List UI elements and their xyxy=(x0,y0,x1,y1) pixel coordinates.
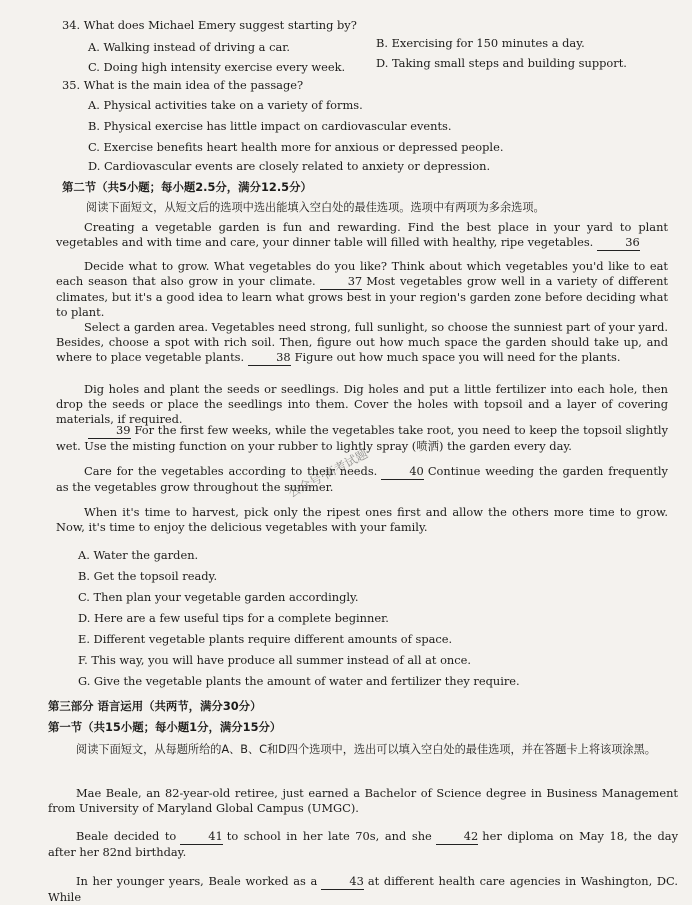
question-35-stem: 35. What is the main idea of the passage? xyxy=(62,78,304,92)
q35-option-b: B. Physical exercise has little impact on cardiovascular events. xyxy=(88,119,452,133)
blank-41: 41 xyxy=(180,829,223,845)
passage-paragraph: Dig holes and plant the seeds or seedlings. Dig holes and put a little fertilizer into each hole, then drop the seeds or place the seedlings into them. Cover the holes with topsoil and a layer of covering materials, if required. xyxy=(56,382,668,426)
passage-paragraph: Select a garden area. Vegetables need strong, full sunlight, so choose the sunniest part of your yard. Besides, choose a spot with rich soil. Then, figure out how much space the garden should take up, and where to place vegetable plants. 38 Figure out how much space you will need for the plants. xyxy=(56,320,668,364)
passage-paragraph: 39 For the first few weeks, while the vegetables take root, you need to keep the topsoil slightly wet. Use the misting function on your rubber to lightly spray (喷洒) the garden every day. xyxy=(56,423,668,453)
blank-42: 42 xyxy=(436,829,479,845)
question-34-stem: 34. What does Michael Emery suggest starting by? xyxy=(62,18,357,32)
q35-option-c: C. Exercise benefits heart health more for anxious or depressed people. xyxy=(88,140,504,154)
passage-paragraph: Mae Beale, an 82-year-old retiree, just earned a Bachelor of Science degree in Business Management from University of Maryland Global Campus (UMGC). xyxy=(48,786,678,815)
part-3-subsection-1: 第一节（共15小题；每小题1分，满分15分） xyxy=(48,720,282,734)
q35-option-a: A. Physical activities take on a variety of forms. xyxy=(88,98,363,112)
option-f: F. This way, you will have produce all summer instead of all at once. xyxy=(78,653,472,667)
q34-option-d: D. Taking small steps and building support. xyxy=(376,56,627,70)
q34-option-c: C. Doing high intensity exercise every week. xyxy=(88,60,346,74)
passage-paragraph: In her younger years, Beale worked as a 43 at different health care agencies in Washington, DC. While xyxy=(48,874,678,904)
passage-paragraph: Creating a vegetable garden is fun and rewarding. Find the best place in your yard to plant vegetables and with time and care, your dinner table will filled with healthy, ripe vegetables. 36 xyxy=(56,220,668,249)
option-b: B. Get the topsoil ready. xyxy=(78,569,218,583)
option-c: C. Then plan your vegetable garden accordingly. xyxy=(78,590,359,604)
blank-36: 36 xyxy=(597,235,640,251)
q34-option-b: B. Exercising for 150 minutes a day. xyxy=(376,36,585,50)
blank-37: 37 xyxy=(320,274,363,290)
passage-paragraph: Beale decided to 41 to school in her late 70s, and she 42 her diploma on May 18, the day after her 82nd birthday. xyxy=(48,829,678,859)
q35-option-d: D. Cardiovascular events are closely related to anxiety or depression. xyxy=(88,159,491,173)
passage-paragraph: Decide what to grow. What vegetables do you like? Think about which vegetables you'd like to eat each season that also grow in your climate. 37 Most vegetables grow well in a variety of different climates, but it's a good idea to learn what grows best in your region's garden zone before deciding what to plant. xyxy=(56,259,668,319)
option-e: E. Different vegetable plants require different amounts of space. xyxy=(78,632,453,646)
option-d: D. Here are a few useful tips for a complete beginner. xyxy=(78,611,389,625)
blank-39: 39 xyxy=(88,423,131,439)
blank-38: 38 xyxy=(248,350,291,366)
part-3-title: 第三部分 语言运用（共两节，满分30分） xyxy=(48,699,262,713)
part-3-instruction: 阅读下面短文，从每题所给的A、B、C和D四个选项中，选出可以填入空白处的最佳选项，并在答题卡上将该项涂黑。 xyxy=(76,743,656,756)
blank-43: 43 xyxy=(321,874,364,890)
passage-paragraph: Care for the vegetables according to their needs. 40 Continue weeding the garden frequently as the vegetables grow throughout the summer. xyxy=(56,464,668,494)
option-g: G. Give the vegetable plants the amount of water and fertilizer they require. xyxy=(78,674,520,688)
q34-option-a: A. Walking instead of driving a car. xyxy=(88,40,291,54)
section-2-instruction: 阅读下面短文，从短文后的选项中选出能填入空白处的最佳选项。选项中有两项为多余选项。 xyxy=(86,201,545,214)
passage-paragraph: When it's time to harvest, pick only the ripest ones first and allow the others more time to grow. Now, it's time to enjoy the delicious vegetables with your family. xyxy=(56,505,668,534)
option-a: A. Water the garden. xyxy=(78,548,199,562)
blank-40: 40 xyxy=(381,464,424,480)
watermark-stamp: 公众号·高考试题 xyxy=(285,446,371,501)
section-2-title: 第二节（共5小题；每小题2.5分，满分12.5分） xyxy=(62,180,312,194)
